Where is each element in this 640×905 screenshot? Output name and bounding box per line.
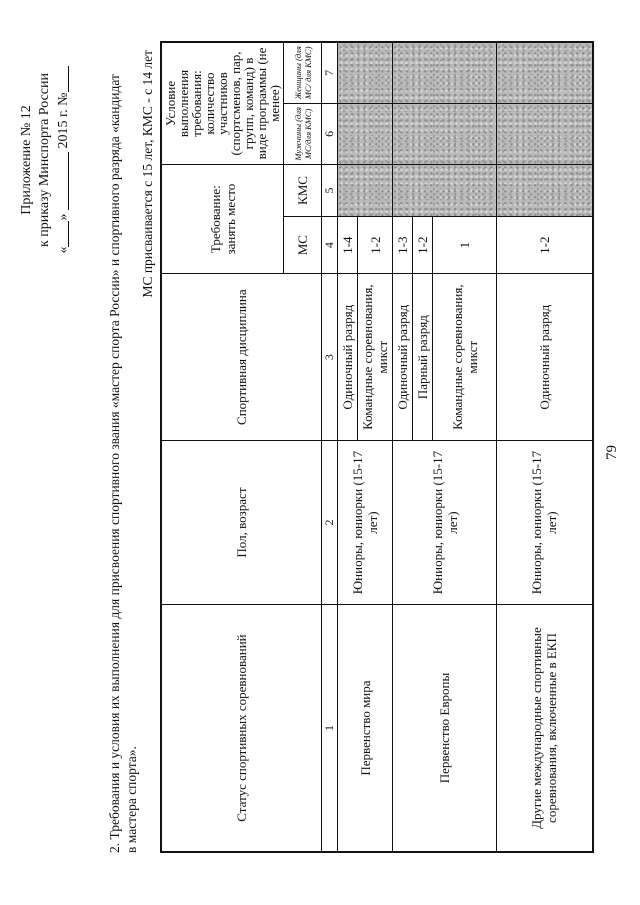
appendix-order: к приказу Минспорта России — [37, 73, 52, 247]
header-condition: Условие выполнения требования: количество участников (спортсменов, пар, групп, команд) в виде программы (не менее) — [161, 42, 284, 164]
age-note: МС присваивается с 15 лет, КМС - с 14 лет — [140, 50, 155, 298]
header-discipline: Спортивная дисциплина — [161, 274, 322, 441]
kms-shaded-cell — [497, 164, 593, 216]
ms-place-cell: 1 — [433, 217, 497, 274]
header-ms: МС — [284, 217, 322, 274]
appendix-order-date: «» 2015 г. № — [54, 60, 73, 260]
col-number: 2 — [322, 441, 338, 605]
discipline-cell: Командные соревнования, микст — [433, 274, 497, 441]
col-number: 4 — [322, 217, 338, 274]
discipline-cell: Одиночный разряд — [393, 274, 413, 441]
row-status-world: Первенство мира — [338, 605, 393, 852]
header-status: Статус спортивных соревнований — [161, 605, 322, 852]
number-blank — [54, 66, 69, 92]
ms-place-cell: 1-2 — [497, 217, 593, 274]
discipline-cell: Одиночный разряд — [338, 274, 358, 441]
col-number: 1 — [322, 605, 338, 852]
appendix-header — [18, 60, 73, 260]
discipline-cell: Командные соревнования, микст — [358, 274, 393, 441]
discipline-cell: Парный разряд — [413, 274, 433, 441]
men-shaded-cell — [338, 103, 393, 164]
col-number: 7 — [322, 42, 338, 103]
men-shaded-cell — [393, 103, 497, 164]
ms-place-cell: 1-2 — [358, 217, 393, 274]
col-number: 6 — [322, 103, 338, 164]
row-status-other: Другие международные спортивные соревнования, включенные в ЕКП — [497, 605, 593, 852]
header-gender-age: Пол, возраст — [161, 441, 322, 605]
women-shaded-cell — [393, 42, 497, 103]
col-number: 3 — [322, 274, 338, 441]
women-shaded-cell — [338, 42, 393, 103]
row-age-europe: Юниоры, юниорки (15-17 лет) — [393, 441, 497, 605]
appendix-number: Приложение № 12 — [19, 105, 34, 215]
kms-shaded-cell — [393, 164, 497, 216]
header-kms: КМС — [284, 164, 322, 216]
day-blank — [54, 221, 69, 247]
ms-place-cell: 1-4 — [338, 217, 358, 274]
row-status-europe: Первенство Европы — [393, 605, 497, 852]
header-men: Мужчины (для МС/для КМС) — [284, 103, 322, 164]
row-age-other: Юниоры, юниорки (15-17 лет) — [497, 441, 593, 605]
header-requirement: Требование: занять место — [161, 164, 284, 273]
ms-place-cell: 1-3 — [393, 217, 413, 274]
requirements-table — [160, 41, 594, 853]
row-age-world: Юниоры, юниорки (15-17 лет) — [338, 441, 393, 605]
header-women: Женщины (для МС/ для КМС) — [284, 42, 322, 103]
month-blank — [54, 152, 69, 210]
kms-shaded-cell — [338, 164, 393, 216]
col-number: 5 — [322, 164, 338, 216]
ms-place-cell: 1-2 — [413, 217, 433, 274]
discipline-cell: Одиночный разряд — [497, 274, 593, 441]
page-number: 79 — [604, 445, 620, 460]
section-intro: 2. Требования и условия их выполнения для присвоения спортивного звания «мастер спорта России» и спортивного разряда «кандидат в мастера спорта». — [107, 74, 139, 853]
women-shaded-cell — [497, 42, 593, 103]
men-shaded-cell — [497, 103, 593, 164]
